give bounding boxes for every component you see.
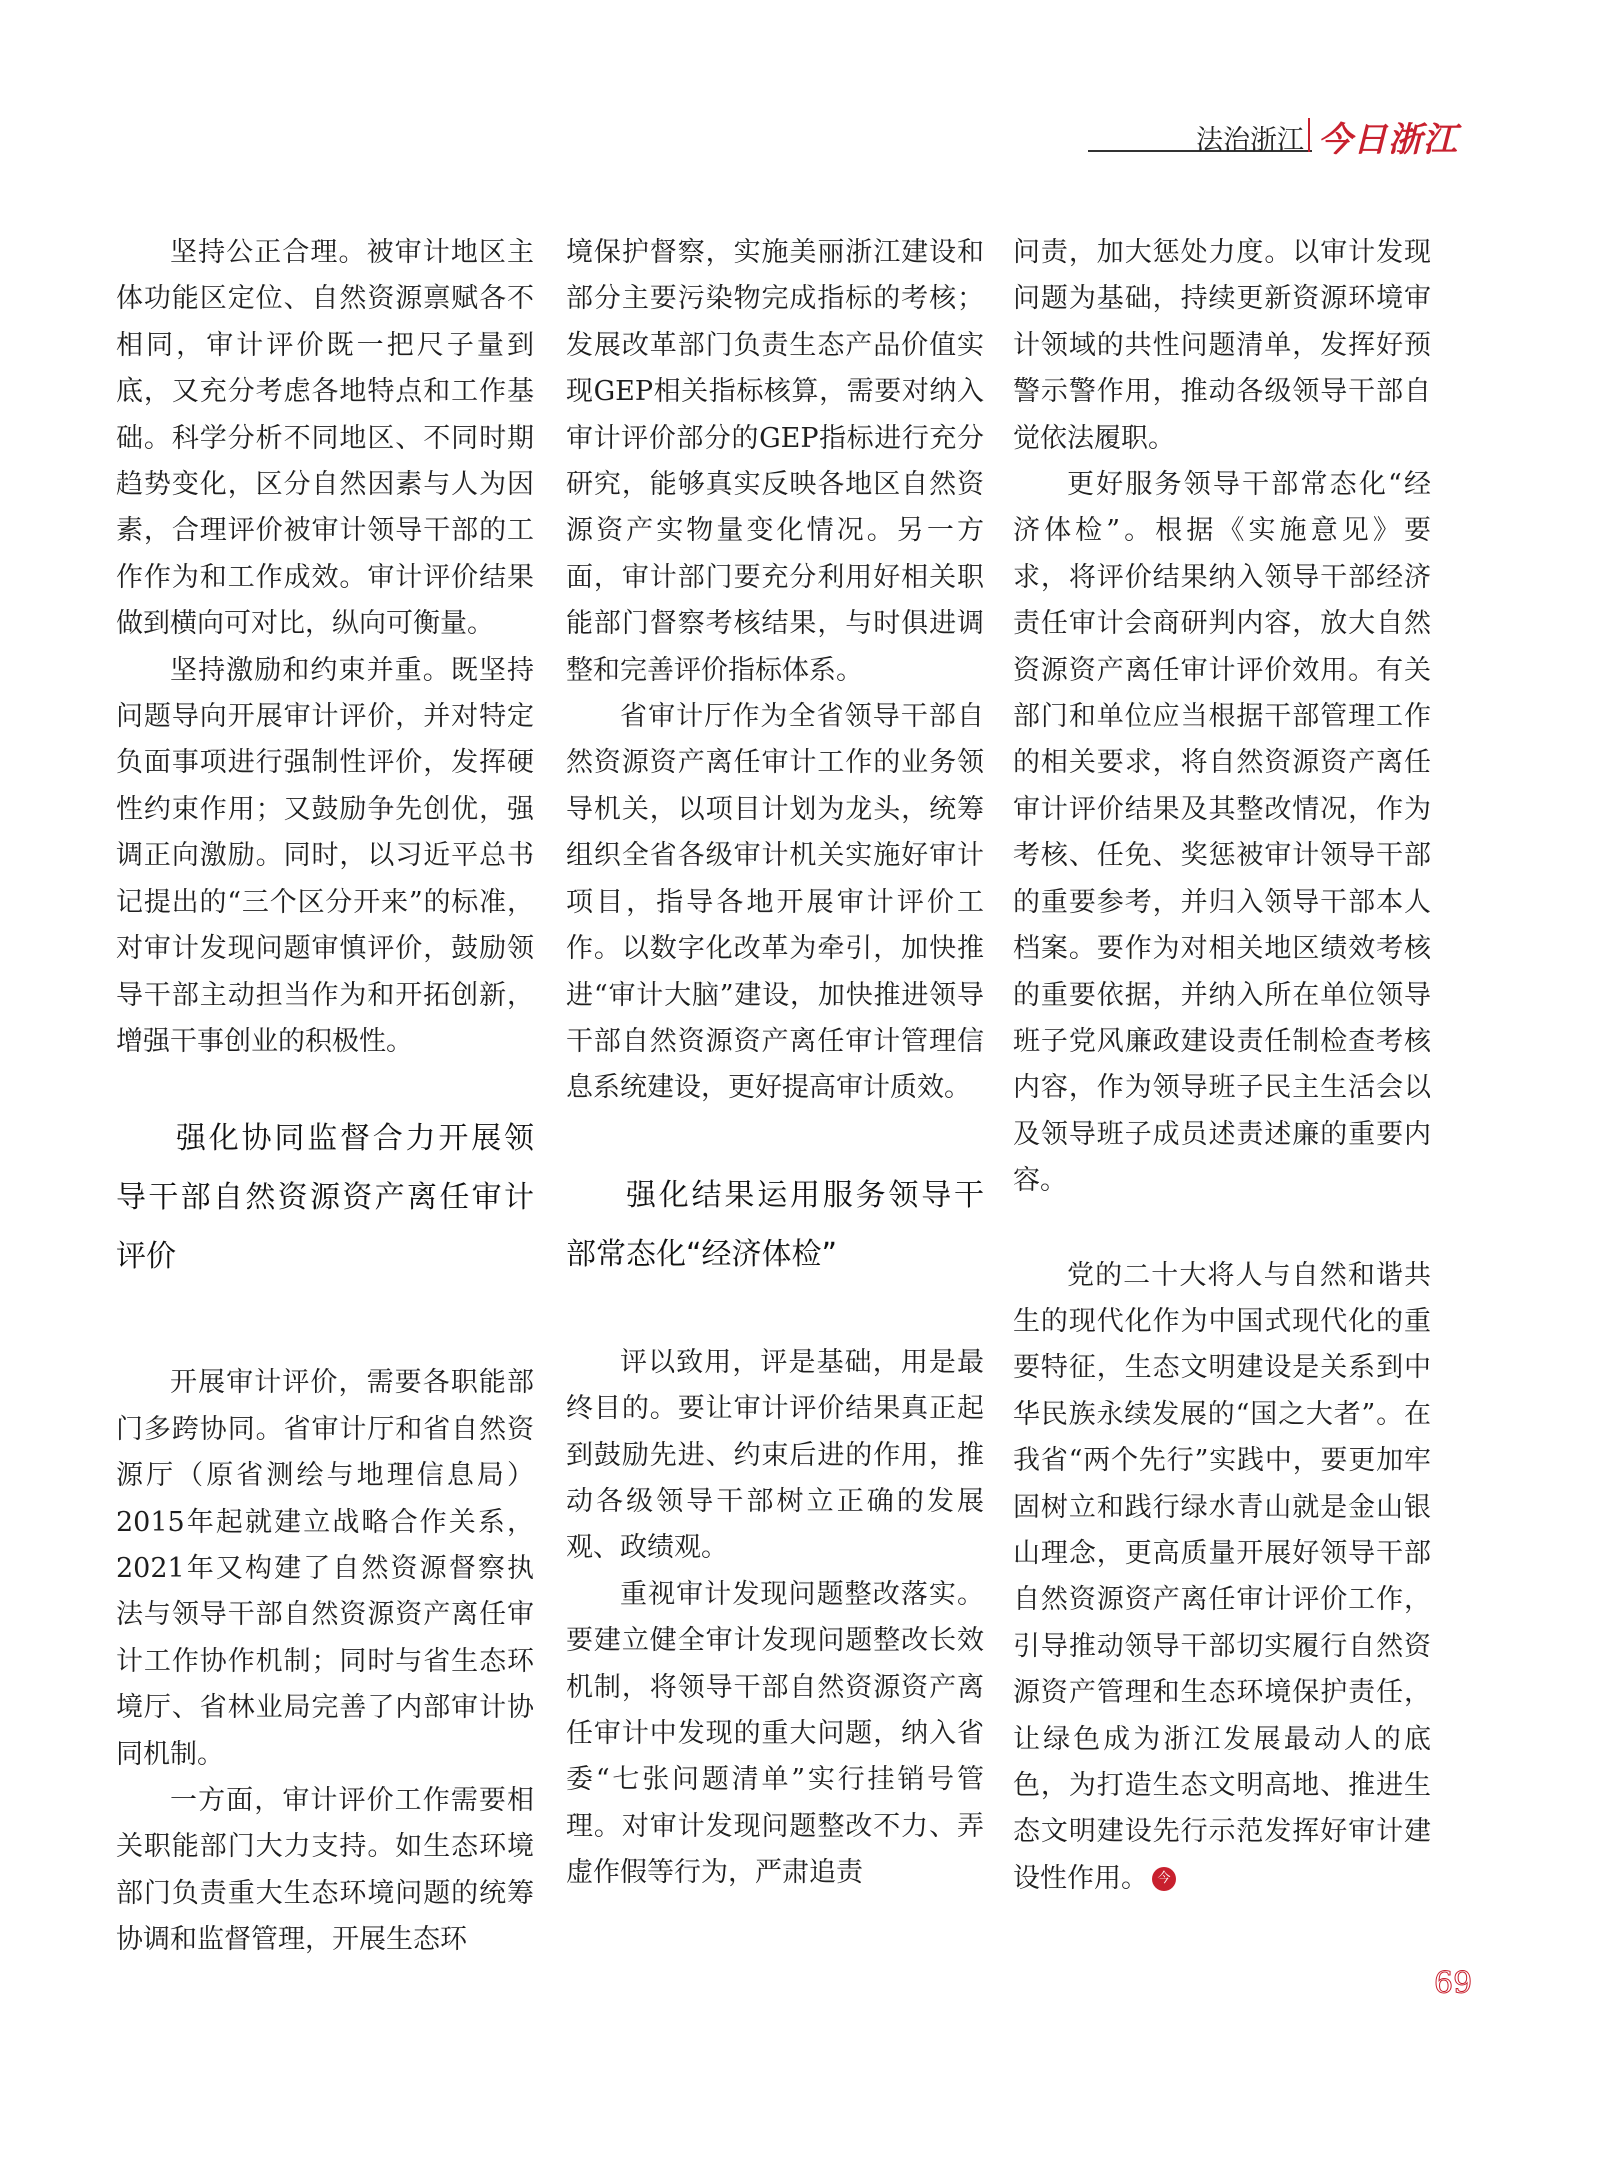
paragraph: 一方面，审计评价工作需要相关职能部门大力支持。如生态环境部门负责重大生态环境问题的统筹协调和监督管理，开展生态环 <box>116 1784 534 1956</box>
paragraph: 坚持公正合理。被审计地区主体功能区定位、自然资源禀赋各不相同，审计评价既一把尺子量到底，又充分考虑各地特点和工作基础。科学分析不同地区、不同时期趋势变化，区分自然因素与人为因素，合理评价被审计领导干部的工作作为和工作成效。审计评价结果做到横向可对比，纵向可衡量。 <box>116 237 534 640</box>
article-column-2 <box>566 230 984 1897</box>
brand-logo: 今日浙江 <box>1318 120 1458 160</box>
paragraph: 重视审计发现问题整改落实。要建立健全审计发现问题整改长效机制，将领导干部自然资源资产离任审计中发现的重大问题，纳入省委“七张问题清单”实行挂销号管理。对审计发现问题整改不力、弄虚作假等行为，严肃追责 <box>566 1578 984 1889</box>
section-label: 法治浙江 <box>1196 125 1304 156</box>
paragraph <box>1013 1253 1431 1903</box>
section-heading: 强化结果运用服务领导干部常态化“经济体检” <box>566 1177 984 1272</box>
paragraph: 评以致用，评是基础，用是最终目的。要让审计评价结果真正起到鼓励先进、约束后进的作用，推动各级领导干部树立正确的发展观、政绩观。 <box>566 1346 984 1564</box>
paragraph-text: 党的二十大将人与自然和谐共生的现代化作为中国式现代化的重要特征，生态文明建设是关系到中华民族永续发展的“国之大者”。在我省“两个先行”实践中，要更加牢固树立和践行绿水青山就是金山银山理念，更高质量开展好领导干部自然资源资产离任审计评价工作，引导推动领导干部切实履行自然资源资产管理和生态环境保护责任，让绿色成为浙江发展最动人的底色，为打造生态文明高地、推进生态文明建设先行示范发挥好审计建设性作用。 <box>1013 1259 1431 1894</box>
section-heading: 强化协同监督合力开展领导干部自然资源资产离任审计评价 <box>116 1121 534 1275</box>
paragraph: 坚持激励和约束并重。既坚持问题导向开展审计评价，并对特定负面事项进行强制性评价，发挥硬性约束作用；又鼓励争先创优，强调正向激励。同时，以习近平总书记提出的“三个区分开来”的标准，对审计发现问题审慎评价，鼓励领导干部主动担当作为和开拓创新，增强干事创业的积极性。 <box>116 654 534 1057</box>
article-column-1 <box>116 230 534 1964</box>
paragraph: 问责，加大惩处力度。以审计发现问题为基础，持续更新资源环境审计领域的共性问题清单，发挥好预警示警作用，推动各级领导干部自觉依法履职。 <box>1013 237 1431 454</box>
paragraph: 省审计厅作为全省领导干部自然资源资产离任审计工作的业务领导机关，以项目计划为龙头，统筹组织全省各级审计机关实施好审计项目，指导各地开展审计评价工作。以数字化改革为牵引，加快推进“审计大脑”建设，加快推进领导干部自然资源资产离任审计管理信息系统建设，更好提高审计质效。 <box>566 701 984 1104</box>
paragraph: 更好服务领导干部常态化“经济体检”。根据《实施意见》要求，将评价结果纳入领导干部经济责任审计会商研判内容，放大自然资源资产离任审计评价效用。有关部门和单位应当根据干部管理工作的相关要求，将自然资源资产离任审计评价结果及其整改情况，作为考核、任免、奖惩被审计领导干部的重要参考，并归入领导干部本人档案。要作为对相关地区绩效考核的重要依据，并纳入所在单位领导班子党风廉政建设责任制检查考核内容，作为领导班子民主生活会以及领导班子成员述责述廉的重要内容。 <box>1013 469 1431 1197</box>
paragraph: 开展审计评价，需要各职能部门多跨协同。省审计厅和省自然资源厅（原省测绘与地理信息局）2015年起就建立战略合作关系，2021年又构建了自然资源督察执法与领导干部自然资源资产离任审计工作协作机制；同时与省生态环境厅、省林业局完善了内部审计协同机制。 <box>116 1367 534 1770</box>
end-mark-icon: 今 <box>1152 1867 1176 1891</box>
article-column-3 <box>1013 230 1431 1902</box>
paragraph: 境保护督察，实施美丽浙江建设和部分主要污染物完成指标的考核；发展改革部门负责生态产品价值实现GEP相关指标核算，需要对纳入审计评价部分的GEP指标进行充分研究，能够真实反映各地区自然资源资产实物量变化情况。另一方面，审计部门要充分利用好相关职能部门督察考核结果，与时俱进调整和完善评价指标体系。 <box>566 237 984 686</box>
header-divider <box>1308 118 1310 152</box>
page-number: 69 <box>1434 1966 1473 2001</box>
